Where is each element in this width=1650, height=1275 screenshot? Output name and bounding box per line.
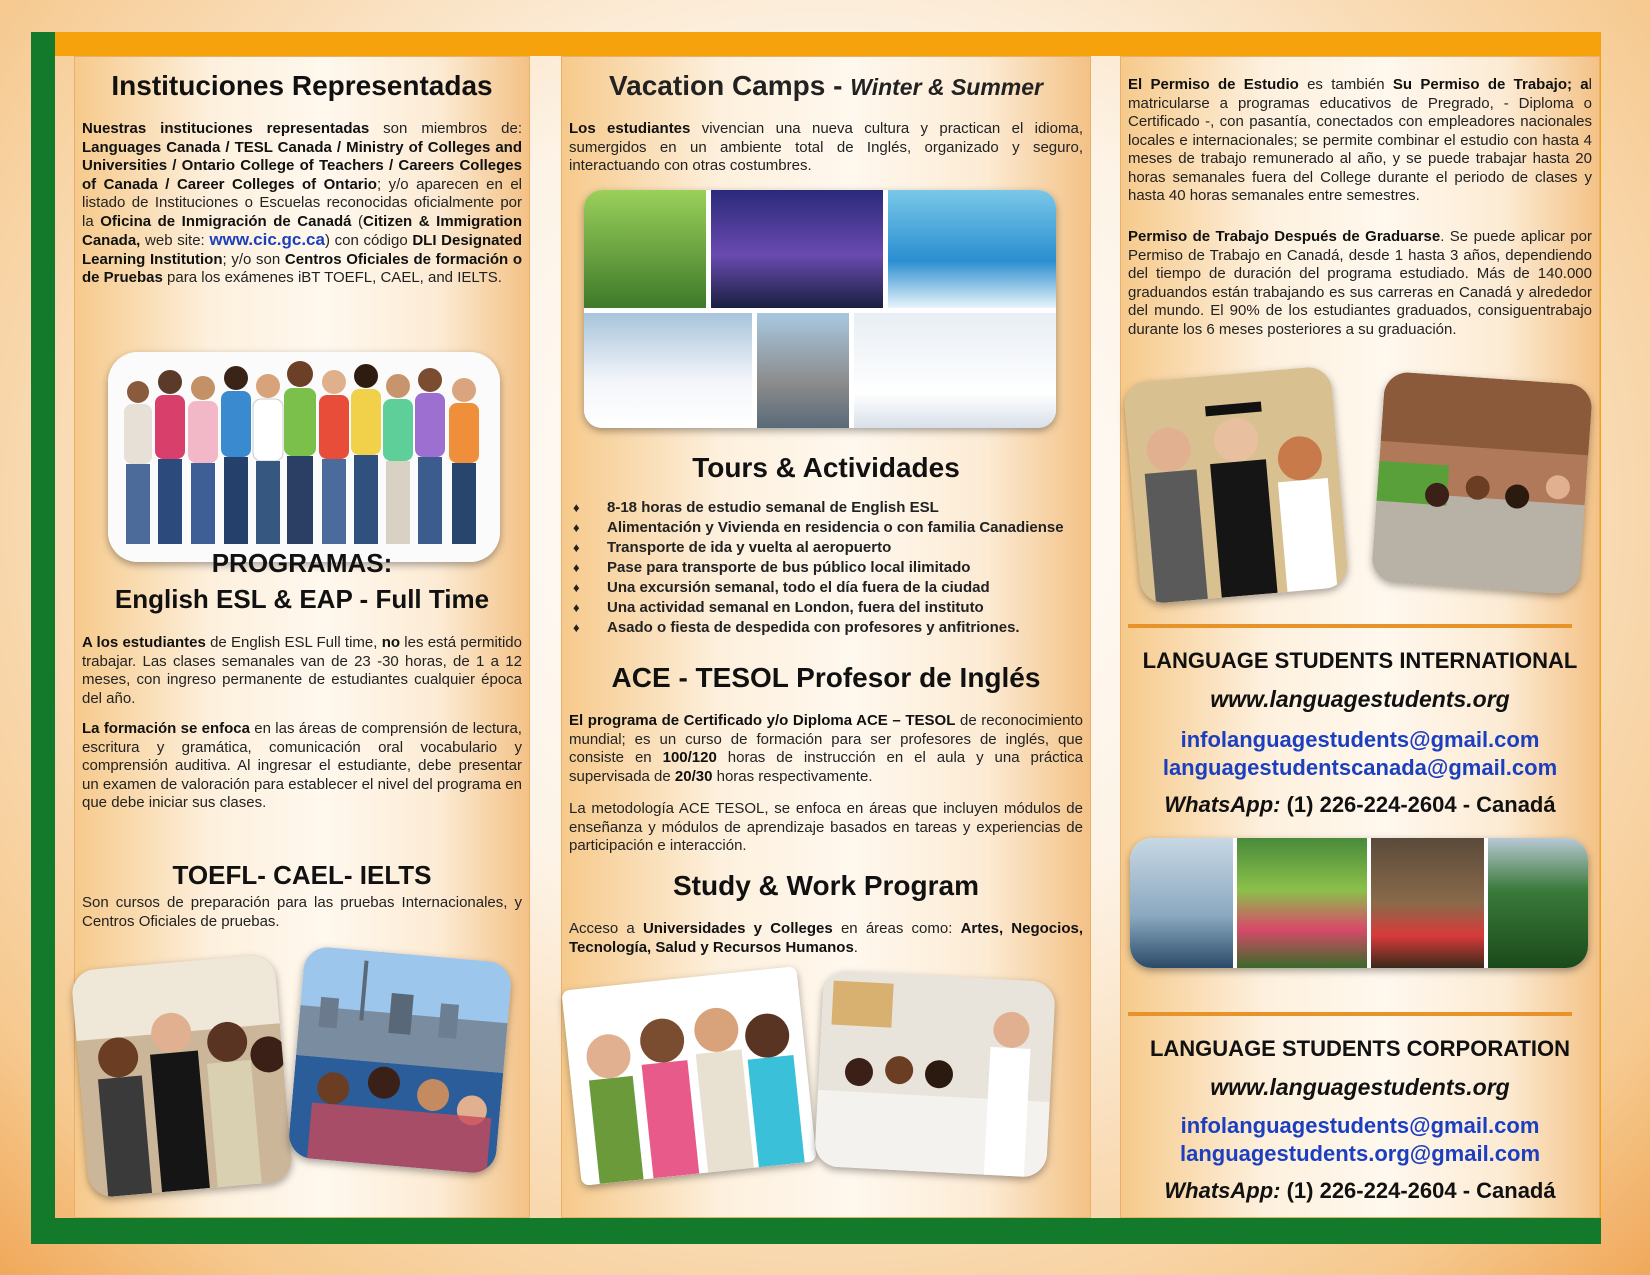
orca-photo bbox=[1130, 838, 1233, 968]
hockey-photo bbox=[854, 313, 1056, 428]
panel-right bbox=[1120, 56, 1600, 1218]
programs-title: PROGRAMAS: bbox=[211, 548, 393, 578]
contact1-email-2[interactable]: languagestudentscanada@gmail.com bbox=[1162, 755, 1558, 780]
tours-list bbox=[569, 498, 1069, 638]
classroom-illustration bbox=[814, 970, 1056, 1178]
toronto-group-illustration bbox=[287, 945, 513, 1174]
contact2-name: LANGUAGE STUDENTS CORPORATION bbox=[1149, 1036, 1571, 1061]
programs-paragraph-1: A los estudiantes de English ESL Full time, no les está permitido trabajar. Las clases semanales van de 23 -30 horas, de 1 a 12 meses, con ingreso permanente de estudiantes cualquier época del año. bbox=[82, 634, 522, 707]
camps-collage bbox=[584, 190, 1056, 428]
camps-subtitle: Winter & Summer bbox=[850, 74, 1043, 100]
panel-left bbox=[74, 56, 530, 1218]
cic-link[interactable]: www.cic.gc.ca bbox=[209, 230, 325, 249]
contact1-email-1[interactable]: infolanguagestudents@gmail.com bbox=[1180, 727, 1540, 752]
city-fireworks-photo bbox=[711, 190, 883, 308]
garden-photo bbox=[1237, 838, 1367, 968]
canada-landscape-strip bbox=[1130, 838, 1588, 968]
students-group-photo bbox=[108, 352, 500, 562]
zipline-photo bbox=[1488, 838, 1588, 968]
snowboard-photo bbox=[584, 313, 752, 428]
contact-separator-1 bbox=[1128, 624, 1572, 628]
toronto-group-photo bbox=[287, 945, 513, 1174]
tours-item: ♦ Una actividad semanal en London, fuera del instituto bbox=[569, 598, 1069, 618]
tours-item: ♦ Alimentación y Vivienda en residencia o con familia Canadiense bbox=[569, 518, 1069, 538]
programs-paragraph-2: La formación se enfoca en las áreas de comprensión de lectura, escritura y gramática, comunicación oral vocabulario y comprensión auditiva. Al ingresar el estudiante, debe presentar un examen de valoración para establecer el nivel del programa en que debe iniciar sus clases. bbox=[82, 720, 522, 811]
tours-item: ♦ Pase para transporte de bus público local ilimitado bbox=[569, 558, 1069, 578]
contact1-name: LANGUAGE STUDENTS INTERNATIONAL bbox=[1142, 648, 1578, 673]
camps-title: Vacation Camps - bbox=[609, 70, 851, 101]
study-work-title: Study & Work Program bbox=[673, 870, 979, 901]
city-hall-photo bbox=[757, 313, 849, 428]
ace-paragraph-2: La metodología ACE TESOL, se enfoca en áreas que incluyen módulos de enseñanza y módulos de aprendizaje basados en tareas y experiencias de participación e interacción. bbox=[569, 800, 1083, 854]
institutions-text: Nuestras instituciones representadas son miembros de: Languages Canada / TESL Canada / Ministry of Colleges and Universities / Ontario College of Teachers / Careers Colleges of Canada / Career Colleges of Ontario; y/o aparecen en el listado de Instituciones o Escuelas reconocidas oficialmente por la Oficina de Inmigración de Canadá (Citizen & Immigration Canada, web site: www.cic.gc.ca) con código DLI Designated Learning Institution; y/o son Centros Oficiales de formación o de Pruebas para los exámenes iBT TOEFL, CAEL, and IELTS. bbox=[82, 120, 523, 286]
campus-students-photo bbox=[1371, 371, 1593, 595]
campus-illustration bbox=[1371, 371, 1593, 595]
forest-path-photo bbox=[584, 190, 706, 308]
institutions-title: Instituciones Representadas bbox=[111, 70, 493, 101]
tours-item: ♦ Asado o fiesta de despedida con profesores y anfitriones. bbox=[569, 618, 1069, 638]
ace-paragraph-1: El programa de Certificado y/o Diploma ACE – TESOL de reconocimiento mundial; es un curso de formación para ser profesores de inglés, que consiste en 100/120 horas de instrucción en el aula y una práctica supervisada de 20/30 horas respectivamente. bbox=[569, 712, 1084, 785]
ace-title: ACE - TESOL Profesor de Inglés bbox=[611, 662, 1041, 693]
tests-title: TOEFL- CAEL- IELTS bbox=[172, 860, 432, 890]
contact1-whatsapp: WhatsApp: (1) 226-224-2604 - Canadá bbox=[1164, 792, 1556, 817]
frame-bottom-bar bbox=[31, 1218, 1601, 1244]
tests-text: Son cursos de preparación para las pruebas Internacionales, y Centros Oficiales de pruebas. bbox=[82, 894, 522, 930]
camps-text: Los estudiantes vivencian una nueva cultura y practican el idioma, sumergidos en un ambiente total de Inglés, organizado y seguro, interactuando con otras costumbres. bbox=[569, 120, 1083, 174]
contact2-email-2[interactable]: languagestudents.org@gmail.com bbox=[1179, 1141, 1541, 1166]
students-group-illustration bbox=[108, 352, 500, 562]
waterski-photo bbox=[888, 190, 1056, 308]
graduation-photo bbox=[1123, 365, 1350, 604]
frame-top-bar bbox=[31, 32, 1601, 56]
contact2-whatsapp: WhatsApp: (1) 226-224-2604 - Canadá bbox=[1164, 1178, 1556, 1203]
tours-item: ♦ Una excursión semanal, todo el día fuera de la ciudad bbox=[569, 578, 1069, 598]
contact2-website[interactable]: www.languagestudents.org bbox=[1210, 1074, 1510, 1100]
classroom-photo bbox=[814, 970, 1056, 1178]
study-permit-text: El Permiso de Estudio es también Su Permiso de Trabajo; al matricularse a programas educativos de Pregrado, - Diploma o Certificado -, con pasantía, conectados con empleadores nacionales locales e internacionales; se permite combinar el estudio con hasta 4 meses de trabajo remunerado al año, y se puede trabajar hasta 20 horas semanales fuera del College durante el periodo de clases y hasta 40 horas semanales entre semestres. bbox=[1128, 76, 1592, 204]
camps-heading bbox=[561, 70, 1091, 102]
friends-illustration bbox=[70, 954, 293, 1199]
thumbs-up-students-photo bbox=[561, 966, 816, 1186]
panel-middle bbox=[561, 56, 1091, 1218]
graduate-permit-text: Permiso de Trabajo Después de Graduarse. Se puede aplicar por Permiso de Trabajo en Canadá, desde 1 hasta 3 años, dependiendo del tiempo de duración del programa estudiado. Más de 140.000 graduandos están trabajando es sus carreras en Canadá y alrededor del mundo. El 90% de los estudiantes graduados, consiguentrabajo durante los 6 meses posteriores a su graduación. bbox=[1128, 228, 1592, 338]
totem-photo bbox=[1371, 838, 1484, 968]
graduation-illustration bbox=[1123, 365, 1350, 604]
programs-subtitle: English ESL & EAP - Full Time bbox=[114, 584, 490, 614]
frame-left-bar bbox=[31, 32, 55, 1244]
contact2-email-1[interactable]: infolanguagestudents@gmail.com bbox=[1180, 1113, 1540, 1138]
contact-separator-2 bbox=[1128, 1012, 1572, 1016]
study-work-text: Acceso a Universidades y Colleges en áreas como: Artes, Negocios, Tecnología, Salud y Recursos Humanos. bbox=[569, 920, 1083, 956]
tours-item: ♦ 8-18 horas de estudio semanal de English ESL bbox=[569, 498, 1069, 518]
tours-title: Tours & Actividades bbox=[692, 452, 960, 483]
contact1-website[interactable]: www.languagestudents.org bbox=[1210, 686, 1510, 712]
thumbs-up-illustration bbox=[561, 966, 816, 1186]
tours-item: ♦ Transporte de ida y vuelta al aeropuerto bbox=[569, 538, 1069, 558]
students-friends-photo bbox=[70, 954, 293, 1199]
